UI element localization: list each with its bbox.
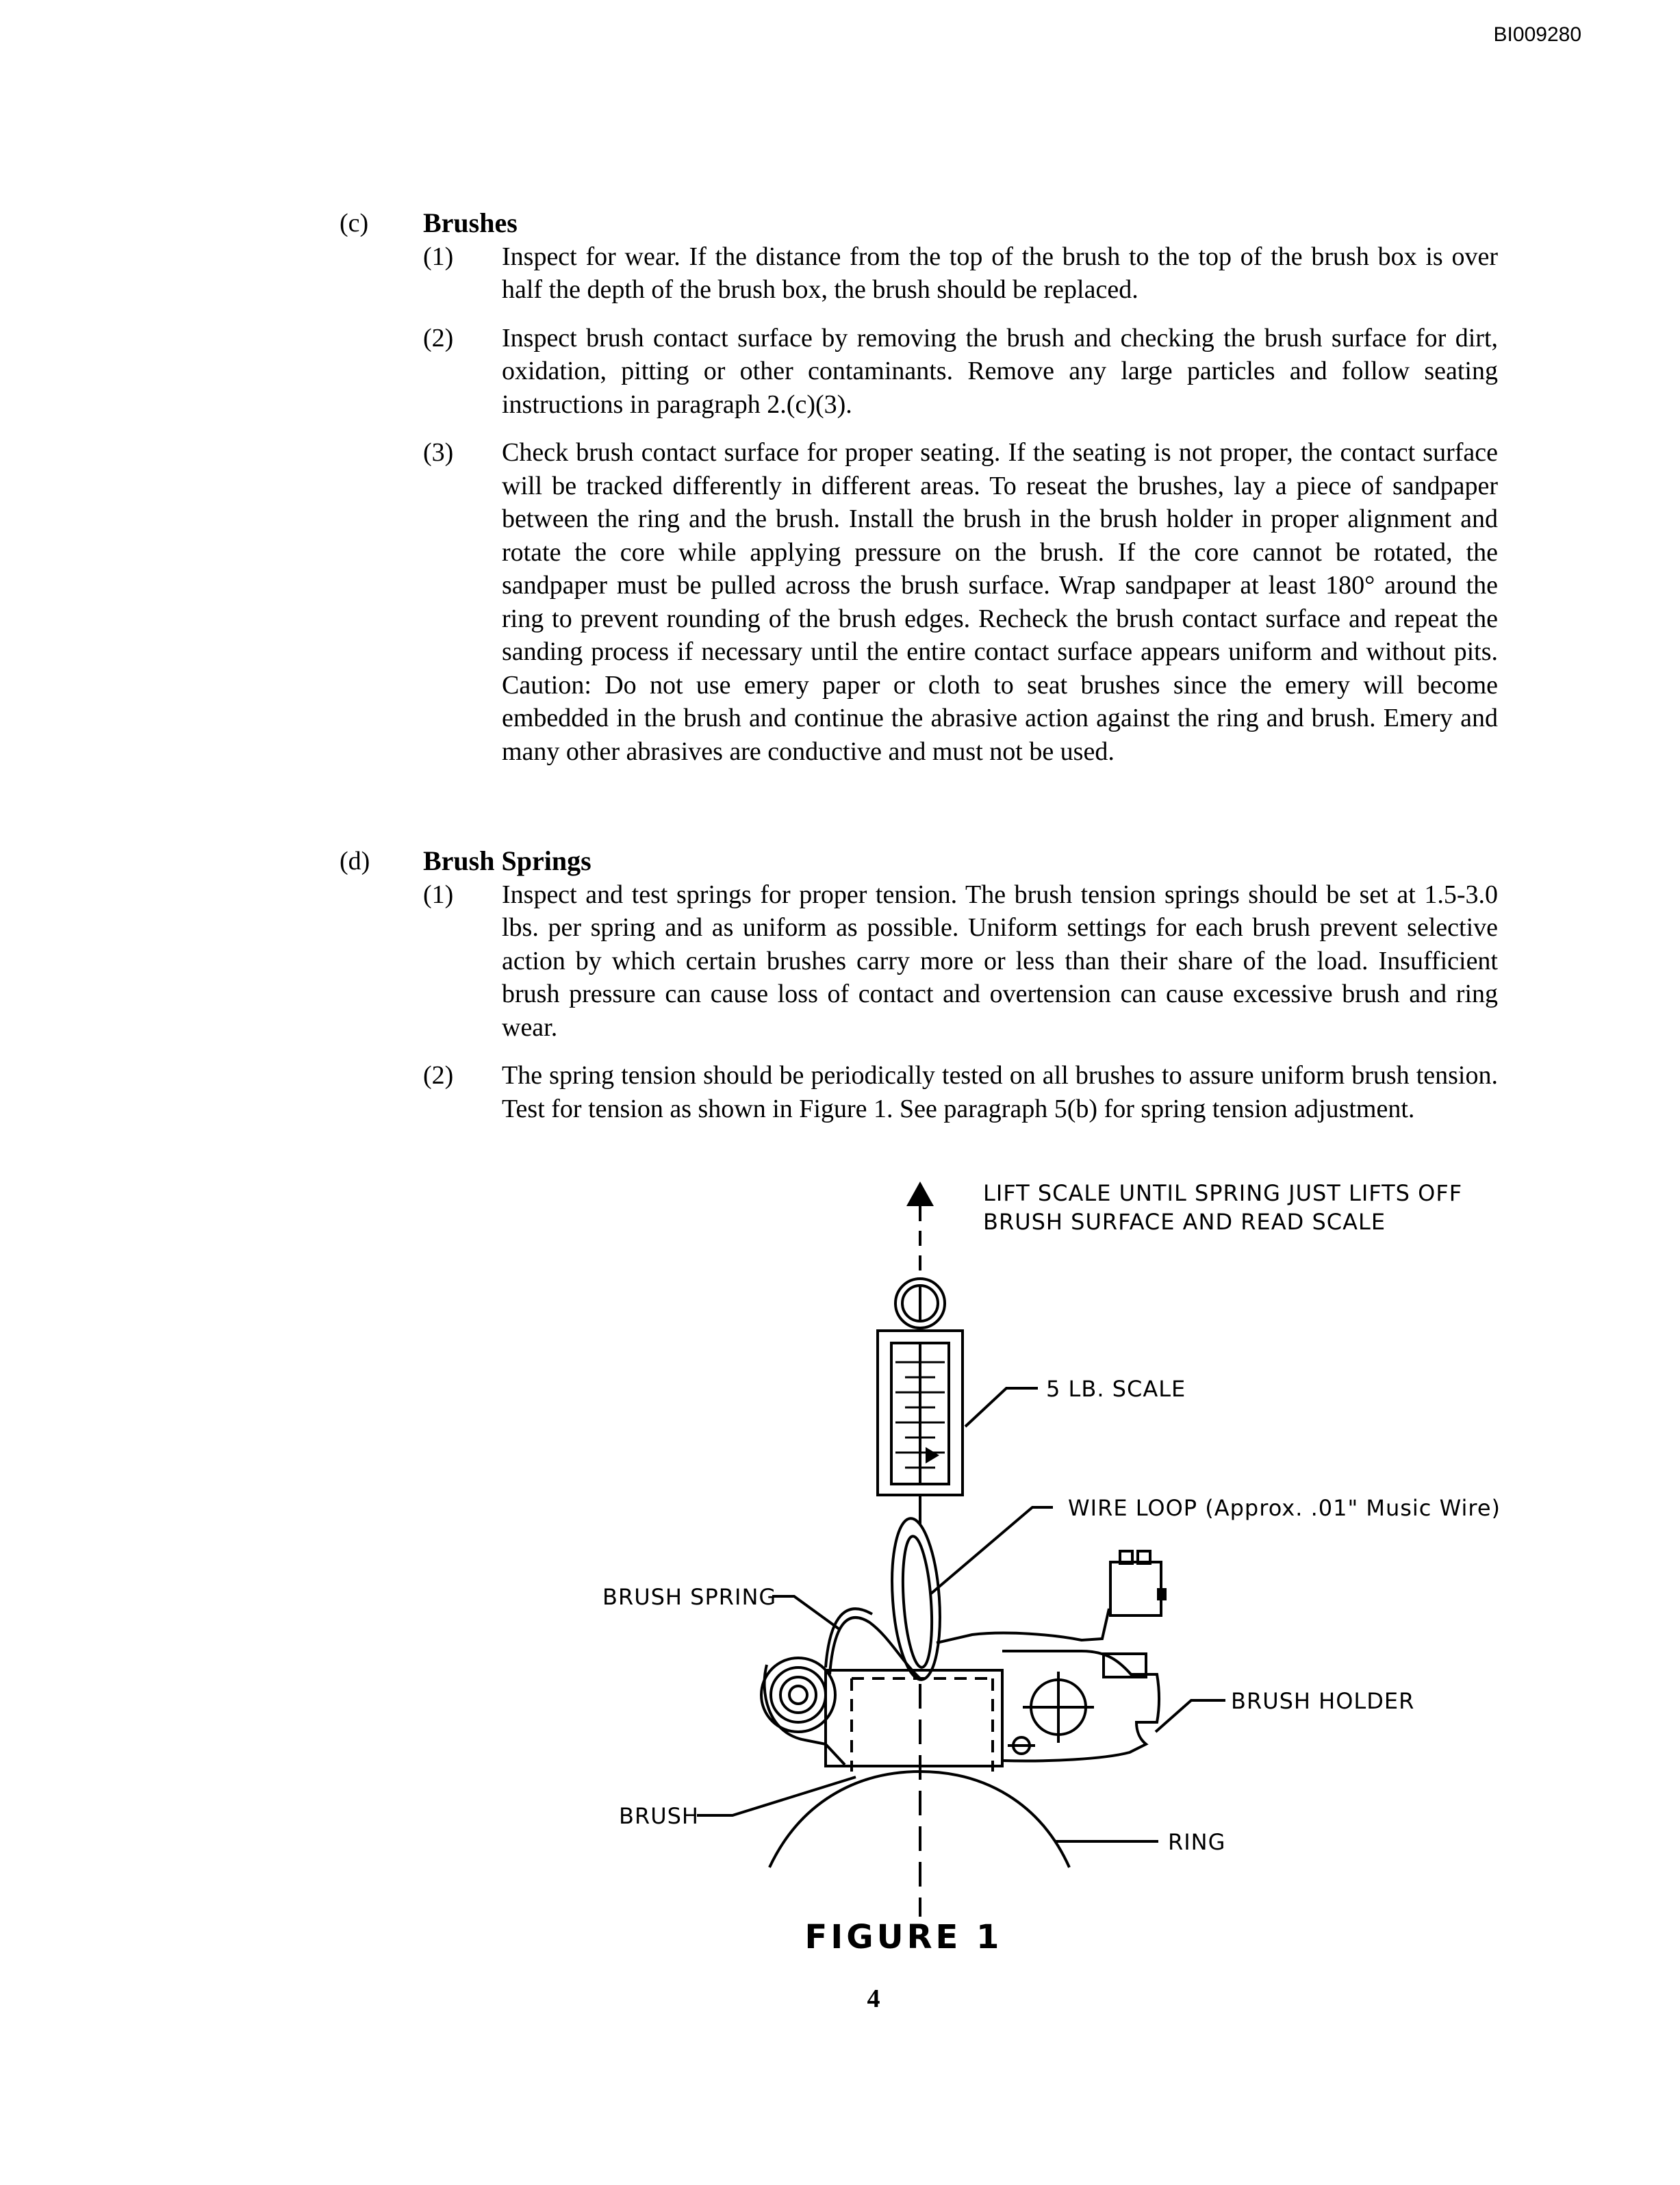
section-brushes — [340, 207, 1498, 783]
lift-arrow-icon — [906, 1181, 934, 1206]
label-lift-line1: LIFT SCALE UNTIL SPRING JUST LIFTS OFF — [983, 1180, 1463, 1206]
terminal-tab — [1158, 1589, 1165, 1599]
spring-coil-inner — [780, 1677, 816, 1713]
item-number: (2) — [423, 323, 454, 353]
label-ring: RING — [1168, 1829, 1226, 1855]
item-text: Inspect and test springs for proper tension. The brush tension springs should be set at 1.5-3.0 lbs. per spring and as uniform as possible. Uniform settings for each brush prevent selective action by which certain brushes carry more or less than their share of the load. Insufficient brush pressure can cause loss of contact and overtension can cause excessive brush and ring wear. — [502, 880, 1498, 1042]
holder-arm-top — [937, 1609, 1109, 1643]
label-lift-line2: BRUSH SURFACE AND READ SCALE — [983, 1209, 1386, 1235]
section-heading — [340, 845, 1498, 878]
section-heading — [340, 207, 1498, 240]
section-title: Brush Springs — [423, 845, 591, 876]
leader-brush-spring — [772, 1596, 839, 1629]
wire-loop-inner — [899, 1535, 935, 1668]
terminal-block — [1110, 1562, 1161, 1615]
wire-loop — [887, 1517, 945, 1681]
list-item — [423, 1059, 1498, 1125]
spring-coil-outer — [761, 1658, 835, 1732]
label-brush-holder: BRUSH HOLDER — [1231, 1688, 1415, 1714]
item-number: (3) — [423, 438, 454, 467]
item-text: Inspect brush contact surface by removing the brush and checking the brush surface for dirt, oxidation, pitting or other contaminants. Remove any large particles and follow seating instructions in paragraph 2.(c)(3). — [502, 323, 1498, 419]
section-brush-springs — [340, 845, 1498, 1140]
item-number: (2) — [423, 1061, 454, 1090]
item-number: (1) — [423, 242, 454, 271]
item-text: Inspect for wear. If the distance from the top of the brush to the top of the brush box is over half the depth of the brush box, the brush should be replaced. — [502, 242, 1498, 304]
section-label: (c) — [340, 209, 369, 238]
spring-coil-core — [789, 1686, 807, 1704]
scale-pointer-icon — [926, 1447, 939, 1464]
item-text: Check brush contact surface for proper seating. If the seating is not proper, the contact surface will be tracked differently in different areas. To reseat the brushes, lay a piece of sandpaper between the ring and the brush. Install the brush in the brush holder in proper alignment and rotate the core while applying pressure on the brush. If the core cannot be rotated, the sandpaper must be pulled across the brush surface. Wrap sandpaper at least 180° around the ring to prevent rounding of the brush edges. Recheck the brush contact surface and repeat the sanding process if necessary until the entire contact surface appears uniform and without pits. Caution: Do not use emery paper or cloth to seat brushes since the emery will become embedded in the brush and continue the abrasive action against the ring and brush. Emery and many other abrasives are conductive and must not be used. — [502, 438, 1498, 766]
item-text: The spring tension should be periodically tested on all brushes to assure uniform brush tension. Test for tension as shown in Figure 1. See paragraph 5(b) for spring tension adjustment. — [502, 1061, 1498, 1123]
section-label: (d) — [340, 847, 370, 876]
item-number: (1) — [423, 880, 454, 909]
section-title: Brushes — [423, 207, 518, 238]
list-item — [423, 240, 1498, 307]
list-item — [423, 878, 1498, 1045]
label-wire-loop: WIRE LOOP (Approx. .01" Music Wire) — [1068, 1495, 1501, 1521]
list-item — [423, 322, 1498, 422]
label-brush-spring: BRUSH SPRING — [602, 1584, 777, 1610]
leader-scale — [965, 1388, 1038, 1427]
list-item — [423, 436, 1498, 768]
page-number: 4 — [867, 1984, 880, 2013]
leader-wire-loop — [931, 1507, 1053, 1594]
figure-caption: FIGURE 1 — [804, 1918, 1003, 1956]
leader-brush-holder — [1156, 1700, 1225, 1732]
ring-arc — [769, 1772, 1069, 1867]
label-brush: BRUSH — [619, 1803, 699, 1829]
document-id: BI009280 — [1493, 23, 1581, 46]
label-scale: 5 LB. SCALE — [1046, 1376, 1186, 1402]
